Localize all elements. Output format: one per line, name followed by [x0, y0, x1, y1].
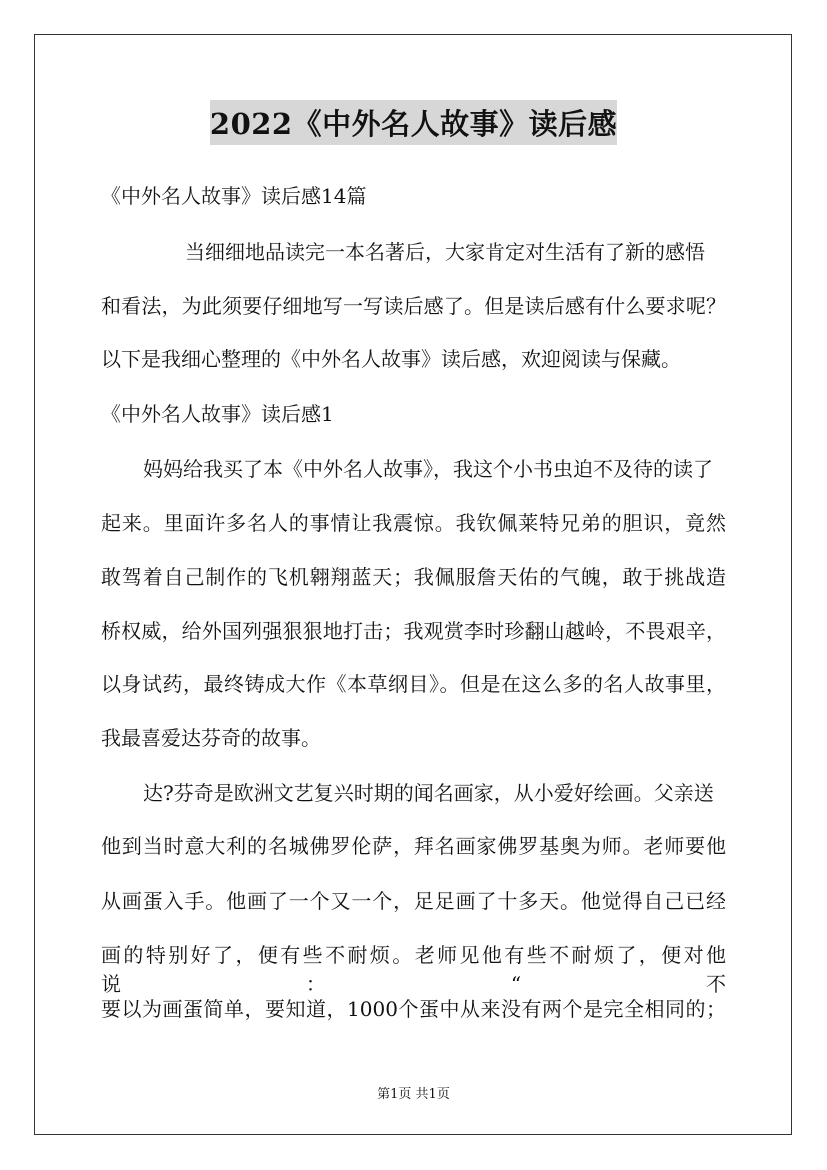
page-footer: 第1页 共1页	[377, 1087, 450, 1102]
paragraph2-line-4: 画的特别好了，便有些不耐烦。老师见他有些不耐烦了，便对他说：“不	[101, 943, 726, 996]
title-container	[0, 100, 827, 145]
paragraph1-line-2: 起来。里面许多名人的事情让我震惊。我钦佩莱特兄弟的胆识，竟然	[101, 511, 726, 535]
section-title: 《中外名人故事》读后感1	[101, 402, 334, 426]
paragraph2-line-3: 从画蛋入手。他画了一个又一个，足足画了十多天。他觉得自己已经	[101, 889, 726, 913]
document-heading: 《中外名人故事》读后感14篇	[101, 184, 367, 208]
paragraph1-line-5: 以身试药，最终铸成大作《本草纲目》。但是在这么多的名人故事里，	[101, 672, 726, 696]
intro-line-2: 和看法，为此须要仔细地写一写读后感了。但是读后感有什么要求呢？	[101, 294, 726, 318]
paragraph2-line-1: 达?芬奇是欧洲文艺复兴时期的闻名画家，从小爱好绘画。父亲送	[143, 781, 714, 805]
paragraph1-line-6: 我最喜爱达芬奇的故事。	[101, 726, 321, 750]
paragraph1-line-3: 敢驾着自己制作的飞机翱翔蓝天；我佩服詹天佑的气魄，敢于挑战造	[101, 565, 726, 589]
document-title: 2022《中外名人故事》读后感	[210, 100, 617, 145]
paragraph2-line-5: 要以为画蛋简单，要知道，1000个蛋中从来没有两个是完全相同的；	[101, 997, 726, 1021]
paragraph1-line-1: 妈妈给我买了本《中外名人故事》，我这个小书虫迫不及待的读了	[143, 457, 713, 481]
intro-line-3: 以下是我细心整理的《中外名人故事》读后感，欢迎阅读与保藏。	[101, 347, 681, 371]
intro-line-1: 当细细地品读完一本名著后，大家肯定对生活有了新的感悟	[185, 240, 705, 264]
paragraph1-line-4: 桥权威，给外国列强狠狠地打击；我观赏李时珍翻山越岭，不畏艰辛，	[101, 619, 726, 643]
paragraph2-line-2: 他到当时意大利的名城佛罗伦萨，拜名画家佛罗基奥为师。老师要他	[101, 834, 726, 858]
